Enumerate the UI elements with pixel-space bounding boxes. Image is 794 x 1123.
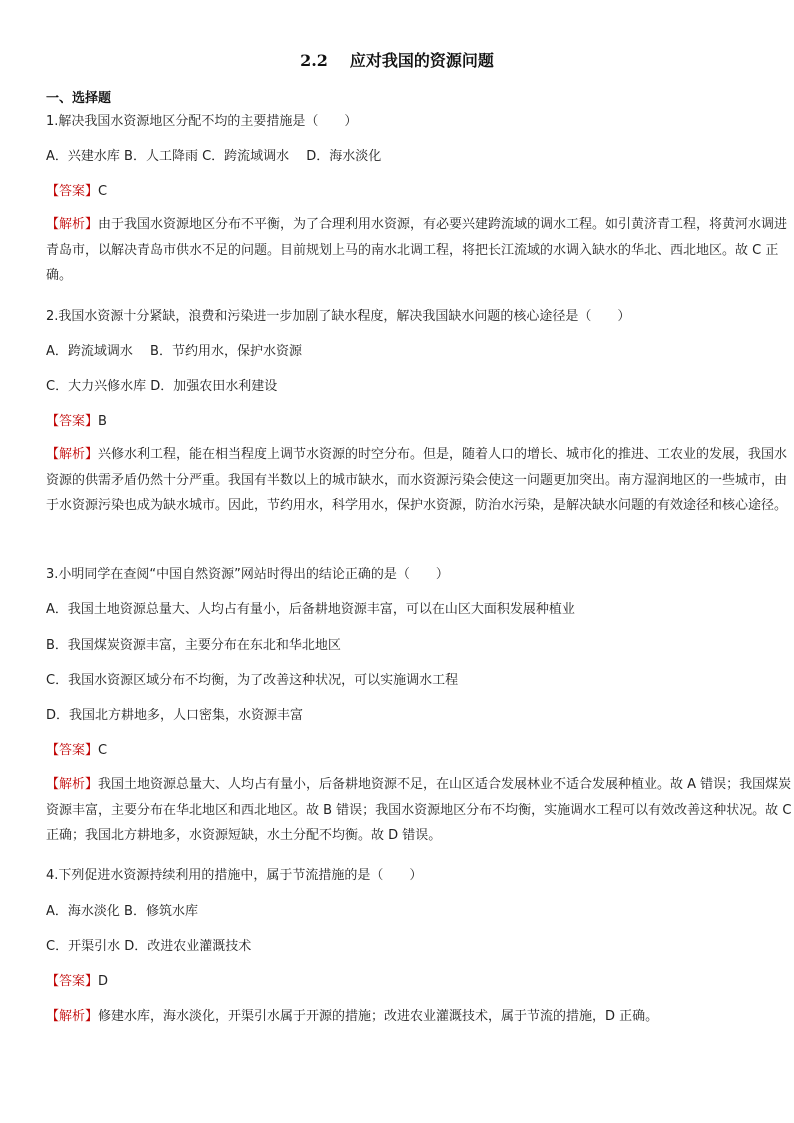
q2-analysis [46,442,794,519]
answer-tag: 【答案】 [46,743,99,758]
q4-answer-value: D [98,974,109,989]
q1-stem: 1.解决我国水资源地区分配不均的主要措施是（ ） [46,114,358,129]
analysis-tag: 【解析】 [46,217,99,232]
analysis-tag: 【解析】 [46,777,99,792]
q4-options-line2: C．开渠引水 D．改进农业灌溉技术 [46,939,252,954]
q4-answer [46,973,756,991]
q3-answer [46,742,756,760]
q3-analysis-text: 我国土地资源总量大、人均占有量小，后备耕地资源不足，在山区适合发展林业不适合发展种植业。故 A 错误；我国煤炭资源丰富，主要分布在华北地区和西北地区。故 B 错误；我国水资源地区分布不均衡，实施调水工程可以有效改善这种状况。故 C 正确；我国北方耕地多，水资源短缺，水土分配不均衡。故 D 错误。 [46,777,792,843]
q3-option-d: D．我国北方耕地多，人口密集，水资源丰富 [46,708,304,723]
q4-analysis [46,1004,794,1030]
page-title [0,48,794,71]
answer-tag: 【答案】 [46,184,99,199]
q1-answer-value: C [98,184,108,199]
q2-answer [46,413,756,431]
q4-options-line1: A．海水淡化 B．修筑水库 [46,904,198,919]
q2-answer-value: B [98,414,107,429]
analysis-tag: 【解析】 [46,1009,99,1024]
q4-analysis-text: 修建水库，海水淡化，开渠引水属于开源的措施；改进农业灌溉技术，属于节流的措施，D 正确。 [98,1009,659,1024]
q2-options-line1: A．跨流域调水 B．节约用水，保护水资源 [46,344,302,359]
q3-stem: 3.小明同学在查阅“中国自然资源”网站时得出的结论正确的是（ ） [46,567,449,582]
q3-answer-value: C [98,743,108,758]
q3-analysis [46,772,794,849]
q3-option-a: A．我国土地资源总量大、人均占有量小，后备耕地资源丰富，可以在山区大面积发展种植业 [46,602,575,617]
q4-stem: 4.下列促进水资源持续利用的措施中，属于节流措施的是（ ） [46,868,423,883]
answer-tag: 【答案】 [46,414,99,429]
title-text: 应对我国的资源问题 [349,51,494,70]
answer-tag: 【答案】 [46,974,99,989]
q3-option-c: C．我国水资源区域分布不均衡，为了改善这种状况，可以实施调水工程 [46,673,459,688]
analysis-tag: 【解析】 [46,447,99,462]
q1-answer [46,183,756,201]
q2-analysis-text: 兴修水利工程，能在相当程度上调节水资源的时空分布。但是，随着人口的增长、城市化的推进、工农业的发展，我国水资源的供需矛盾仍然十分严重。我国有半数以上的城市缺水，而水资源污染会使这一问题更加突出。南方湿润地区的一些城市，由于水资源污染也成为缺水城市。因此，节约用水，科学用水，保护水资源，防治水污染，是解决缺水问题的有效途径和核心途径。 [46,447,788,513]
q1-options: A．兴建水库 B．人工降雨 C．跨流域调水 D．海水淡化 [46,149,382,164]
title-number: 2.2 [300,51,328,70]
q2-options-line2: C．大力兴修水库 D．加强农田水利建设 [46,379,278,394]
section-heading: 一、选择题 [46,91,112,106]
q1-analysis [46,212,794,289]
q2-stem: 2.我国水资源十分紧缺，浪费和污染进一步加剧了缺水程度，解决我国缺水问题的核心途径是（ ） [46,309,631,324]
q1-analysis-text: 由于我国水资源地区分布不平衡，为了合理利用水资源，有必要兴建跨流域的调水工程。如引黄济青工程，将黄河水调进青岛市，以解决青岛市供水不足的问题。目前规划上马的南水北调工程，将把长江流域的水调入缺水的华北、西北地区。故 C 正确。 [46,217,788,283]
q3-option-b: B．我国煤炭资源丰富，主要分布在东北和华北地区 [46,638,341,653]
